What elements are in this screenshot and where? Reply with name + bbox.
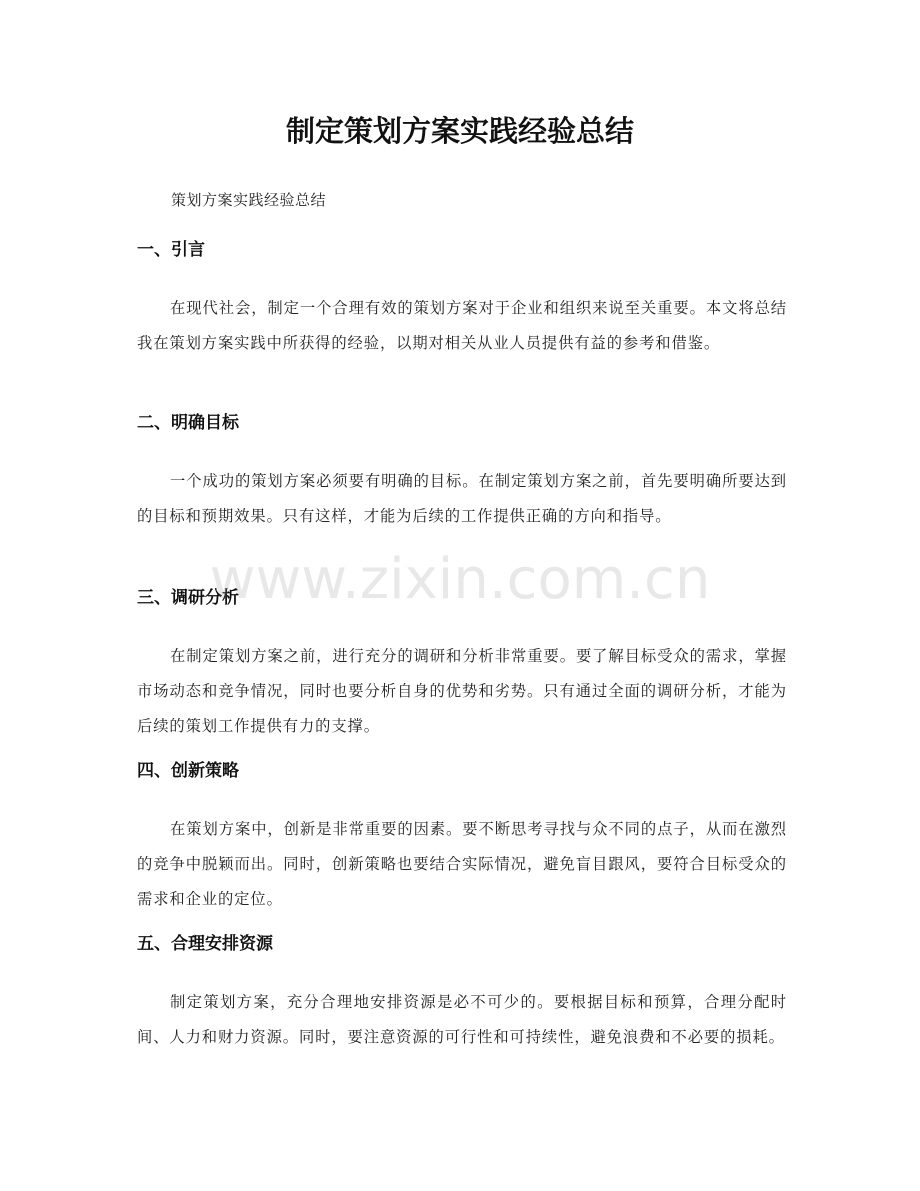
section-paragraph: 在制定策划方案之前，进行充分的调研和分析非常重要。要了解目标受众的需求，掌握市场动态和竞争情况，同时也要分析自身的优势和劣势。只有通过全面的调研分析，才能为后续的策划工作提供有力的支撑。 bbox=[137, 647, 787, 735]
section-paragraph: 在策划方案中，创新是非常重要的因素。要不断思考寻找与众不同的点子，从而在激烈的竞争中脱颖而出。同时，创新策略也要结合实际情况，避免盲目跟风，要符合目标受众的需求和企业的定位。 bbox=[137, 820, 787, 908]
section-introduction bbox=[137, 236, 787, 361]
watermark-text: www.zixin.com.cn bbox=[209, 547, 711, 612]
section-heading: 一、引言 bbox=[137, 240, 205, 260]
document-title: 制定策划方案实践经验总结 bbox=[285, 114, 634, 148]
section-paragraph: 制定策划方案，充分合理地安排资源是必不可少的。要根据目标和预算，合理分配时间、人力和财力资源。同时，要注意资源的可行性和可持续性，避免浪费和不必要的损耗。 bbox=[137, 993, 787, 1046]
section-innovation-strategy bbox=[137, 757, 787, 917]
section-heading: 五、合理安排资源 bbox=[137, 934, 273, 954]
section-heading: 四、创新策略 bbox=[137, 761, 239, 781]
section-research-analysis bbox=[137, 584, 787, 744]
document-subtitle: 策划方案实践经验总结 bbox=[171, 191, 327, 209]
section-paragraph: 在现代社会，制定一个合理有效的策划方案对于企业和组织来说至关重要。本文将总结我在策划方案实践中所获得的经验，以期对相关从业人员提供有益的参考和借鉴。 bbox=[137, 299, 787, 352]
section-resource-allocation bbox=[137, 930, 787, 1055]
section-heading: 三、调研分析 bbox=[137, 588, 239, 608]
section-heading: 二、明确目标 bbox=[137, 413, 239, 433]
section-paragraph: 一个成功的策划方案必须要有明确的目标。在制定策划方案之前，首先要明确所要达到的目标和预期效果。只有这样，才能为后续的工作提供正确的方向和指导。 bbox=[137, 472, 787, 525]
section-clear-goals bbox=[137, 409, 787, 534]
